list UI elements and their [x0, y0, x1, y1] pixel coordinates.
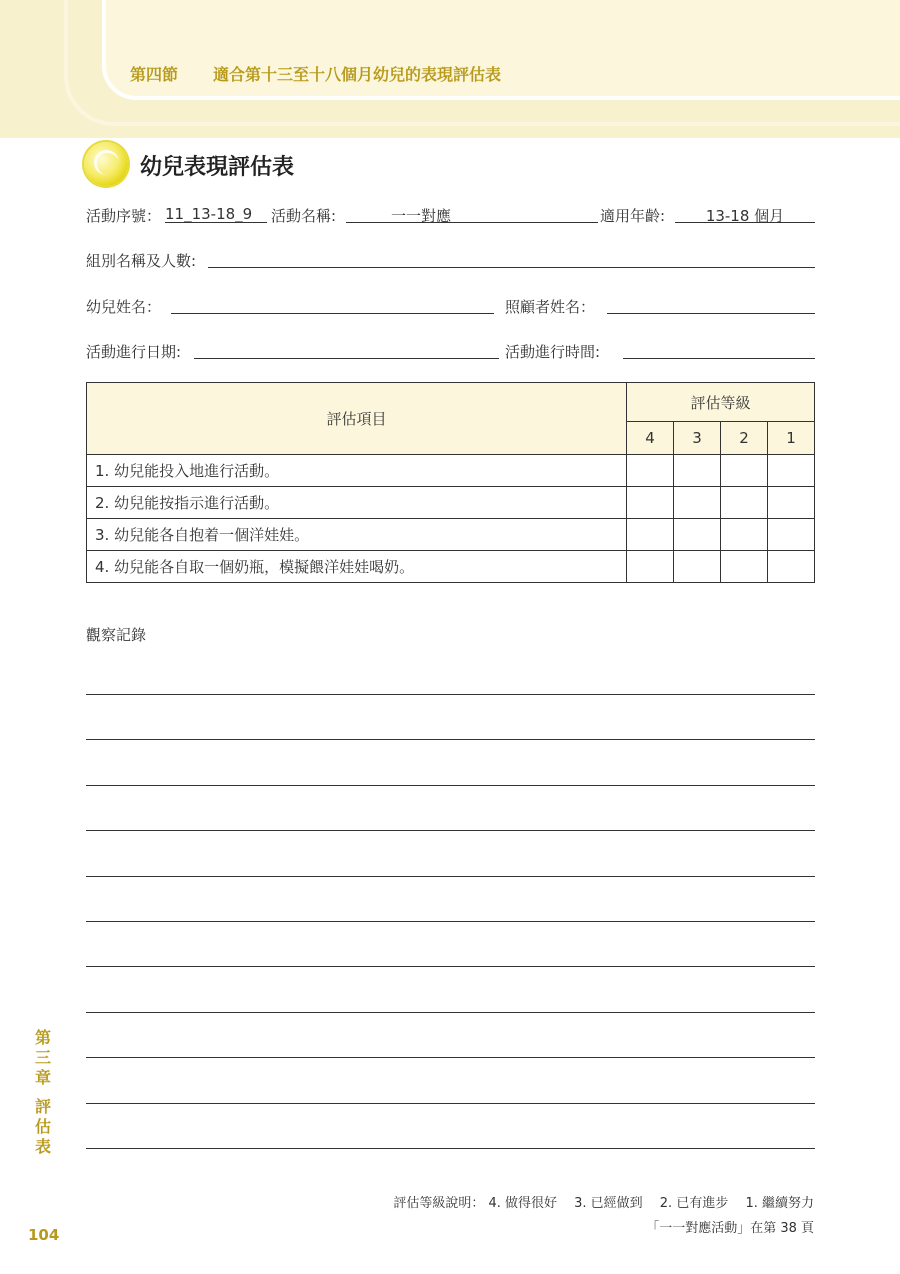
time-field[interactable] — [623, 358, 815, 359]
level-2: 2 — [721, 422, 768, 455]
child-name-field[interactable] — [171, 313, 494, 314]
activity-no-label: 活動序號： — [86, 207, 162, 225]
header-inner-panel — [102, 0, 900, 100]
observation-line[interactable] — [86, 1057, 815, 1058]
rating-cell[interactable] — [721, 551, 768, 583]
observation-label: 觀察記錄 — [86, 626, 147, 644]
time-label: 活動進行時間: — [505, 343, 601, 361]
rating-cell[interactable] — [674, 519, 721, 551]
table-row — [87, 519, 815, 551]
form-title: 幼兒表現評估表 — [140, 155, 295, 180]
sidebar-subtitle: 評估表 — [34, 1097, 51, 1156]
rating-cell[interactable] — [627, 455, 674, 487]
rating-cell[interactable] — [674, 551, 721, 583]
page-reference: 「一一對應活動」在第 38 頁 — [646, 1221, 814, 1236]
level-4: 4 — [627, 422, 674, 455]
header-item: 評估項目 — [87, 383, 627, 455]
evaluation-table — [86, 382, 815, 583]
observation-line[interactable] — [86, 694, 815, 695]
item-text: 1. 幼兒能投入地進行活動。 — [87, 455, 627, 487]
rating-cell[interactable] — [674, 487, 721, 519]
rating-cell[interactable] — [627, 519, 674, 551]
observation-line[interactable] — [86, 966, 815, 967]
table-row — [87, 455, 815, 487]
carer-name-label: 照顧者姓名： — [505, 298, 596, 316]
observation-line[interactable] — [86, 830, 815, 831]
level-1: 1 — [768, 422, 815, 455]
observation-line[interactable] — [86, 876, 815, 877]
section-title: 適合第十三至十八個月幼兒的表現評估表 — [213, 65, 502, 84]
rating-cell[interactable] — [721, 455, 768, 487]
table-row — [87, 487, 815, 519]
item-text: 3. 幼兒能各自抱着一個洋娃娃。 — [87, 519, 627, 551]
rating-cell[interactable] — [768, 455, 815, 487]
date-label: 活動進行日期: — [86, 343, 182, 361]
level-3: 3 — [674, 422, 721, 455]
rating-cell[interactable] — [768, 551, 815, 583]
rating-legend: 評估等級說明： 4. 做得很好 3. 已經做到 2. 已有進步 1. 繼續努力 — [393, 1196, 814, 1211]
section-label: 第四節 — [130, 65, 179, 84]
observation-line[interactable] — [86, 1012, 815, 1013]
item-text: 2. 幼兒能按指示進行活動。 — [87, 487, 627, 519]
observation-line[interactable] — [86, 1148, 815, 1149]
observation-line[interactable] — [86, 785, 815, 786]
item-text: 4. 幼兒能各自取一個奶瓶，模擬餵洋娃娃喝奶。 — [87, 551, 627, 583]
sidebar-chapter: 第三章 — [34, 1028, 51, 1087]
age-value: 13-18 個月 — [705, 207, 785, 225]
carer-name-field[interactable] — [607, 313, 815, 314]
activity-name-label: 活動名稱: — [271, 207, 337, 225]
title-badge-icon — [84, 142, 128, 186]
activity-name-value: 一一對應 — [390, 207, 451, 225]
rating-cell[interactable] — [768, 487, 815, 519]
observation-line[interactable] — [86, 1103, 815, 1104]
rating-cell[interactable] — [721, 519, 768, 551]
activity-no-value: 11_13-18_9 — [165, 205, 253, 223]
table-row — [87, 551, 815, 583]
date-field[interactable] — [194, 358, 499, 359]
age-label: 適用年齡: — [600, 207, 666, 225]
observation-line[interactable] — [86, 739, 815, 740]
header-level: 評估等級 — [627, 383, 815, 422]
group-label: 組別名稱及人數: — [86, 252, 197, 270]
observation-line[interactable] — [86, 921, 815, 922]
group-field[interactable] — [208, 267, 815, 268]
rating-cell[interactable] — [674, 455, 721, 487]
rating-cell[interactable] — [627, 551, 674, 583]
rating-cell[interactable] — [768, 519, 815, 551]
rating-cell[interactable] — [627, 487, 674, 519]
rating-cell[interactable] — [721, 487, 768, 519]
page-number: 104 — [28, 1226, 60, 1244]
child-name-label: 幼兒姓名： — [86, 298, 162, 316]
